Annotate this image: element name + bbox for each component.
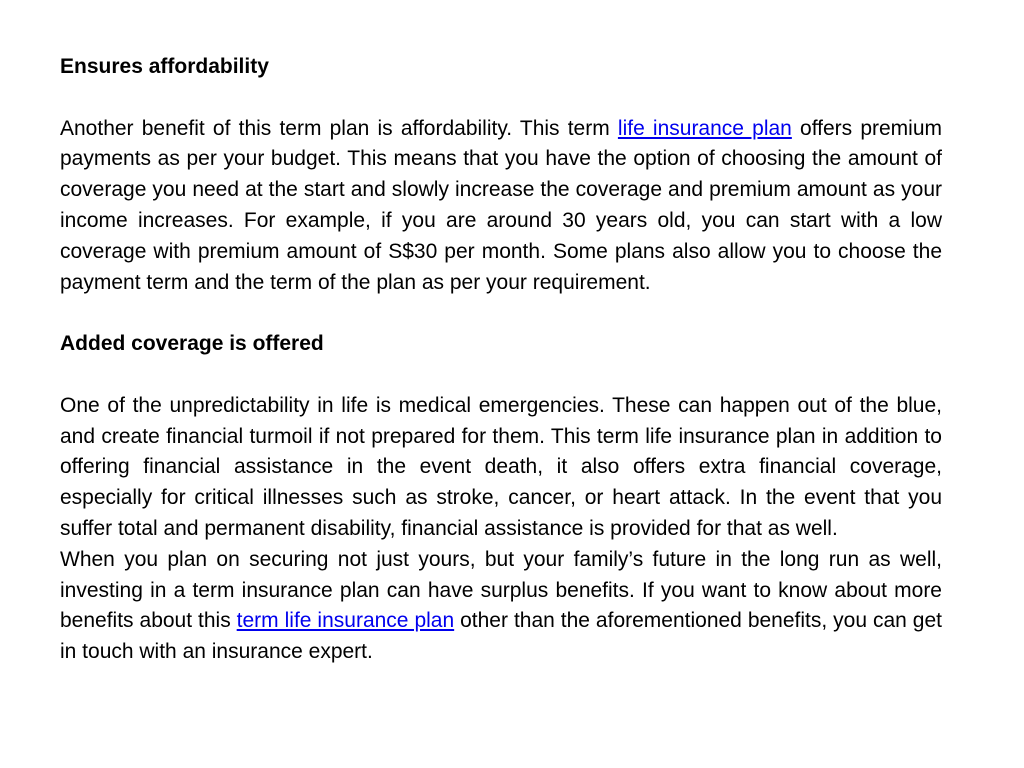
paragraph-text: When you plan on securing not just yours, but your family’s future in the long run as well, investing in a term insurance plan can have surplus benefits. If you want to know about more benefits about this — [60, 547, 942, 633]
paragraph-text: other than the aforementioned benefits, you can get in touch with an insurance expert. — [60, 609, 942, 664]
paragraph-text: Another benefit of this term plan is affordability. This term — [60, 116, 618, 140]
section-heading-affordability: Ensures affordability — [60, 55, 269, 78]
slide-content — [60, 52, 942, 668]
section-heading-added-coverage: Added coverage is offered — [60, 332, 324, 356]
life-insurance-plan-link[interactable]: life insurance plan — [617, 116, 792, 140]
spacer — [60, 360, 942, 391]
paragraph-text: offers premium payments as per your budget. This means that you have the option of choosing the amount of coverage you need at the start and slowly increase the coverage and premium amount as your income increases. For example, if you are around 30 years old, you can start with a low coverage with premium amount of S$30 per month. Some plans also allow you to choose the payment term and the term of the plan as per your requirement. — [60, 116, 942, 294]
paragraph-added-coverage: One of the unpredictability in life is medical emergencies. These can happen out of the blue, and create financial turmoil if not prepared for them. This term life insurance plan in addition to offering financial assistance in the event death, it also offers extra financial coverage, especially for critical illnesses such as stroke, cancer, or heart attack. In the event that you suffer total and permanent disability, financial assistance is provided for that as well. — [60, 393, 942, 540]
paragraph-affordability — [60, 114, 942, 299]
paragraph-closing — [60, 545, 942, 668]
spacer — [60, 83, 942, 114]
term-life-insurance-plan-link[interactable]: term life insurance plan — [236, 609, 455, 633]
spacer — [60, 298, 942, 329]
